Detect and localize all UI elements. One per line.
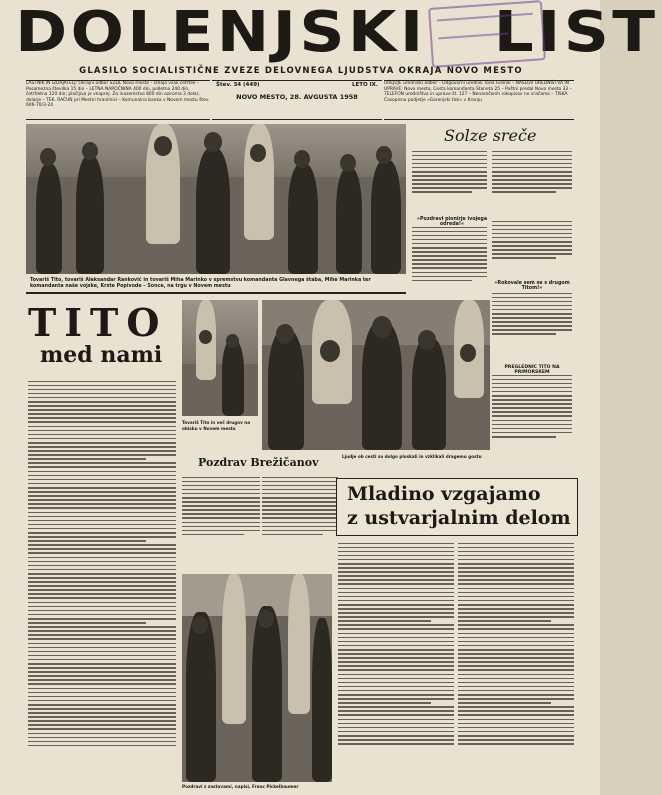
info-editorial: UREJUJE uredniški odbor – Odgovorni urednik Tone Gošnik – NASLOV UREDNIŠTVA IN UPRAVE: Novo mesto, Cesta komandanta Staneta 25 – Poštni predal Novo mesto 33 – TELEFON uredništva in uprave št. 127 – Nenaročenih rokopisov ne vračamo – TISKA Časopisno podjetje »Gorenjski tisk« v Kranju (384, 80, 574, 120)
library-stamp (428, 0, 546, 68)
tito-subtitle: med nami (40, 342, 163, 368)
solze-sub2: »Rokovale sem se s drugom Titom!« (494, 281, 570, 291)
info-issue (212, 80, 382, 120)
top-photo (26, 124, 406, 274)
middle-photo-caption: Tovariš Tito in več drugov na obisku v Novem mestu (182, 420, 251, 431)
mladino-line2: z ustvarjalnim delom (347, 507, 571, 529)
bottom-photo-caption: Pozdravi z zastavami, napisi, Franc Pickelbaumer (182, 784, 299, 789)
solze-col-e (492, 290, 572, 360)
mladino-headline-box (336, 478, 578, 536)
tito-title: TITO (28, 300, 168, 345)
bottom-photo (182, 574, 332, 782)
masthead (12, 0, 662, 66)
issue-date: NOVO MESTO, 28. AVGUSTA 1958 (236, 92, 358, 101)
masthead-title-right: LIST (493, 0, 659, 65)
solze-col-f (492, 372, 572, 478)
info-publisher: LASTNIK IN IZDAJATELJ: Okrajni odbor SZDL Novo mesto – Izhaja vsak četrtek – Posamezna številka 15 din – LETNA NAROČNINA 400 din, polletna 240 din, četrtletna 120 din; plačljiva je vnaprej. Za inozemstvo 800 din oziroma 3 dolar, dolarje – TEK. RAČUN pri Mestni hranilnici – Komunalna banka v Novem mestu štev. 606-70/3-24 (26, 80, 210, 120)
pozdrav-heading: Pozdrav Brežičanov (198, 456, 319, 469)
pozdrav-col-b (262, 474, 338, 570)
middle-photo-left (182, 300, 258, 416)
mladino-col-b (458, 540, 574, 786)
masthead-title-left: DOLENJSKI (15, 0, 427, 65)
solze-sub1: »Pozdravi pionirje ivojega odreda!« (416, 217, 488, 227)
issue-year: LETO IX. (352, 82, 378, 88)
subtitle: GLASILO SOCIALISTIČNE ZVEZE DELOVNEGA LJUDSTVA OKRAJA NOVO MESTO (79, 66, 523, 76)
solze-col-c (412, 224, 487, 306)
issue-number: Štev. 34 (449) (216, 82, 260, 88)
solze-col-a (412, 148, 487, 216)
crowd-caption: Ljudje ob cesti so dolgo ploskali in vzklikali dragemu gostu (342, 454, 482, 459)
solze-heading: Solze sreče (444, 126, 537, 145)
top-photo-caption: Tovariš Tito, tovariš Aleksandar Ranković in tovariš Miha Marinko v spremstvu komandanta Glavnega štaba, Mihe Marinka ter komandanta naše vojske, Krste Popivode – Sonce, na trgu v Novem mestu (30, 278, 371, 289)
solze-col-b (492, 148, 572, 216)
solze-col-d (492, 218, 572, 278)
mladino-line1: Mladino vzgajamo (347, 483, 541, 505)
pozdrav-col-a (182, 474, 260, 570)
solze-sub3: PREGLEDNIC TITO NA PRIMORSKEM (504, 365, 560, 375)
mladino-col-a (338, 540, 454, 786)
tito-article (28, 378, 176, 784)
middle-photo-right (262, 300, 490, 450)
